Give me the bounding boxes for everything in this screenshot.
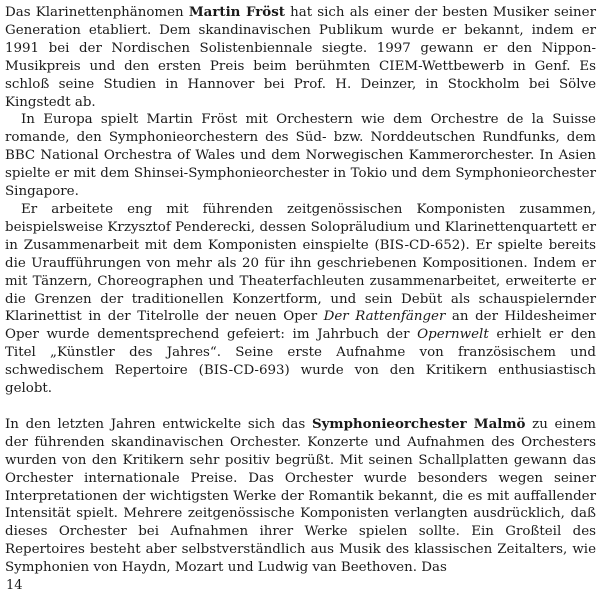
paragraph-frost-europe bbox=[5, 111, 596, 201]
italic-title: Der Rattenfänger bbox=[323, 309, 446, 325]
paragraph-malmo-intro bbox=[5, 416, 596, 577]
text-run: In den letzten Jahren entwickelte sich das bbox=[5, 416, 312, 432]
bold-name: Martin Fröst bbox=[188, 4, 285, 20]
text-run: erhielt er den Titel „Künstler des Jahres“. Seine erste Aufnahme von französischem und schwedischem Repertoire (BIS-CD-693) wurde von den Kritikern enthusiastisch gelobt. bbox=[5, 327, 596, 397]
text-run: zu einem der führenden skandinavischen Orchester. Konzerte und Aufnahmen des Orchesters wurden von den Kritikern sehr positiv begrüßt. Mit seinen Schallplatten gewann das Orchester internationale Preise. Das Orchester wurde besonders wegen seiner Interpretationen der wichtigsten Werke der Romantik bekannt, die es mit auffallender Intensität spielt. Mehrere zeitgenössische Komponisten verlangten ausdrücklich, daß dieses Orchester bei Aufnahmen ihrer Werke spielen sollte. Ein Großteil des Repertoires besteht aber selbstverständlich aus Musik des klassischen Zeitalters, wie Symphonien von Haydn, Mozart und Ludwig van Beethoven. Das bbox=[5, 416, 596, 576]
paragraph-frost-intro bbox=[5, 4, 596, 111]
page-number: 14 bbox=[6, 578, 23, 593]
italic-title: Opernwelt bbox=[417, 327, 489, 343]
text-run: Das Klarinettenphänomen bbox=[5, 5, 189, 20]
bold-name: Symphonieorchester Malmö bbox=[311, 415, 526, 432]
text-run: an der Hildesheimer Oper wurde dementsprechend gefeiert: im Jahrbuch der bbox=[5, 309, 596, 343]
paragraph-frost-contemporary bbox=[5, 201, 596, 398]
text-run: In Europa spielt Martin Fröst mit Orchestern wie dem Orchestre de la Suisse romande, den Symphonieorchestern des Süd- bzw. Norddeutschen Rundfunks, dem BBC National Orchestra of Wales und dem Norwegischen Kammerorchester. In Asien spielte er mit dem Shinsei-Symphonieorchester in Tokio und dem Symphonieorchester Singapore. bbox=[5, 112, 596, 200]
body-text bbox=[5, 4, 596, 577]
text-run: hat sich als einer der besten Musiker seiner Generation etabliert. Dem skandinavischen Publikum wurde er bekannt, indem er 1991 bei der Nordischen Solistenbiennale siegte. 1997 gewann er den Nippon-Musikpreis und den ersten Preis beim berühmten CIEM-Wettbewerb in Genf. Es schloß seine Studien in Hannover bei Prof. H. Deinzer, in Stockholm bei Sölve Kingstedt ab. bbox=[5, 5, 596, 110]
text-run: Er arbeitete eng mit führenden zeitgenössischen Komponisten zusammen, beispielsweise Krzysztof Penderecki, dessen Solopräludium und Klarinettenquartett er in Zusammenarbeit mit dem Komponisten einspielte (BIS-CD-652). Er spielte bereits die Uraufführungen von mehr als 20 für ihn geschriebenen Kompositionen. Indem er mit Tänzern, Choreographen und Theaterfachleuten zusammenarbeitet, erweiterte er die Grenzen der traditionellen Konzertform, und sein Debüt als schauspielernder Klarinettist in der Titelrolle der neuen Oper bbox=[5, 201, 596, 325]
